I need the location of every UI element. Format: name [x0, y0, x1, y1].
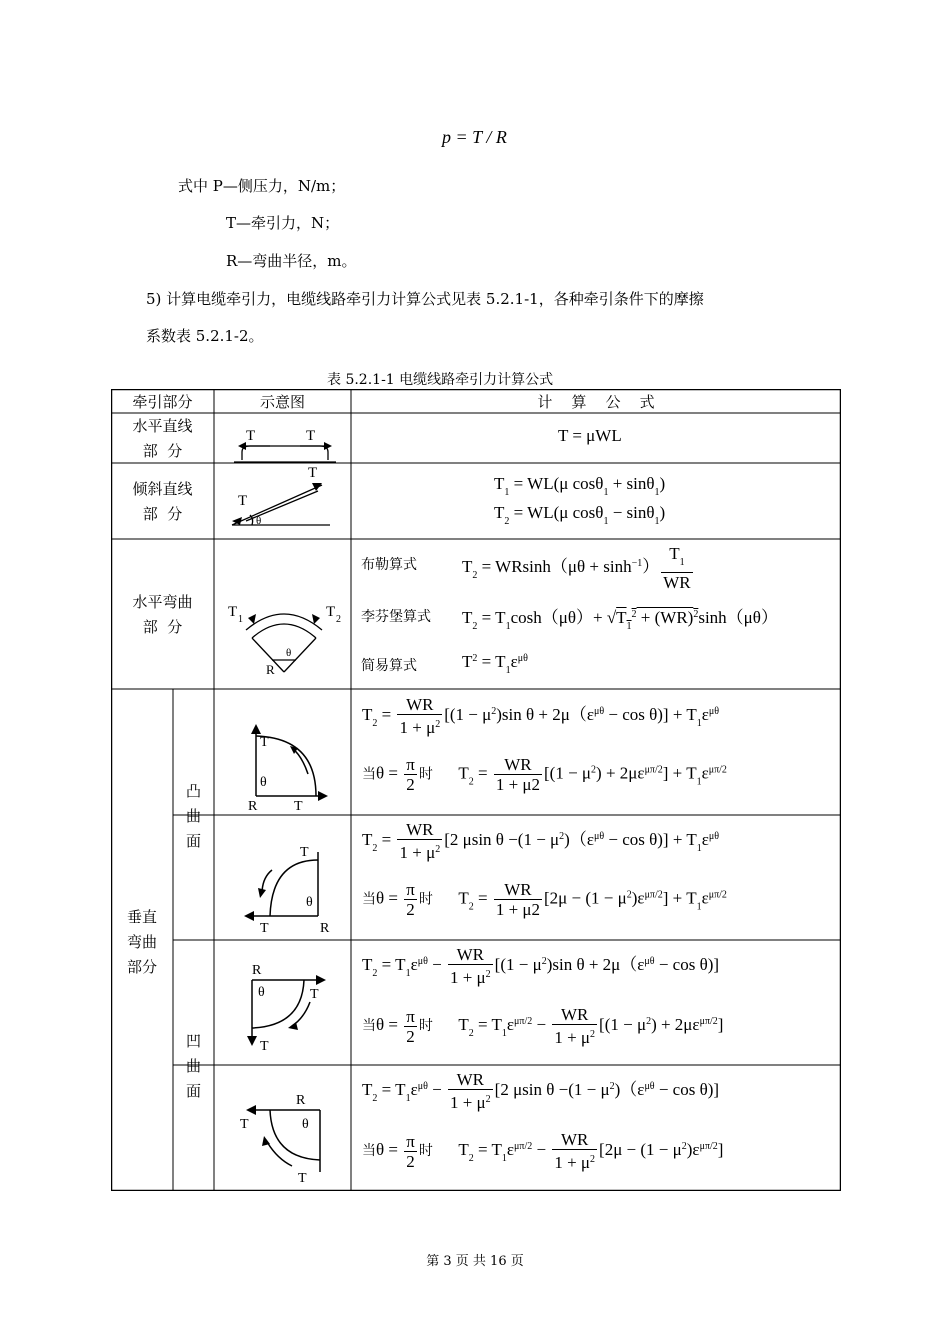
diagram-convex-1 [238, 718, 338, 818]
svg-text:θ: θ [302, 1117, 309, 1132]
svg-text:T: T [306, 428, 316, 444]
svg-text:T: T [240, 1117, 249, 1132]
svg-text:T: T [246, 428, 256, 444]
formula-convex-1-special: 当θ = $\frac{\pi}{2}$ 时 $T_2$ = $\frac{WR}{1 + \mu 2}$ $[(1 - \mu^2) + 2\mu\varepsilon^{\mu\pi/2}] + T_1\varepsilon^{\mu\pi/2}$ [362, 755, 727, 794]
svg-text:θ: θ [258, 985, 265, 1000]
svg-text:R: R [248, 799, 258, 814]
svg-text:T: T [260, 921, 269, 936]
svg-text:T: T [310, 987, 319, 1002]
svg-text:T: T [260, 1039, 269, 1054]
svg-text:T: T [298, 1171, 307, 1186]
formula-concave-1-general: $T_2 = T_1\varepsilon^{\mu\theta}$ − $\frac{WR}{1 + \mu^2}$ [$(1 - \mu^2)\sin$ $\theta + 2\mu(\varepsilon^{\mu\theta} - \cos \theta)$] [362, 945, 720, 987]
formula-convex-1-general: $T_2$ = $\frac{WR}{1 + \mu^2}$ [$(1 - \mu^2)\sin$ $\theta + 2\mu(\varepsilon^{\mu\theta} - \cos \theta)] + T_1\varepsilon^{\mu\theta}$ [362, 695, 720, 737]
svg-text:1: 1 [238, 614, 243, 625]
formula-inclined-t1: $T_1 = WL(\mu$ cosθ$_1$ + sinθ$_1$) [494, 474, 666, 498]
diagram-inclined-straight [226, 463, 338, 533]
legend-r: R—弯曲半径，m。 [226, 252, 357, 270]
formula-inclined-t2: $T_2 = WL(\mu$ cosθ$_1$ − sinθ$_1$) [494, 503, 666, 527]
row-vertical-bend-label: 垂直 弯曲 部分 [126, 908, 157, 976]
method-lifenbao: 李芬堡算式 [361, 609, 431, 625]
diagram-horizontal-straight [230, 424, 340, 464]
svg-text:T: T [300, 845, 309, 860]
diagram-concave-2 [238, 1088, 338, 1188]
formula-concave-2-general: $T_2 = T_1\varepsilon^{\mu\theta}$ − $\frac{WR}{1 + \mu^2}$ [2 μsin $\theta -(1 - \mu^2)(\varepsilon^{\mu\theta} - \cos \theta)$] [362, 1070, 720, 1112]
row-horizontal-straight-label: 水平直线 部 分 [132, 417, 193, 460]
svg-text:T: T [238, 493, 248, 509]
formula-p-equals-t-over-r: p = T / R [442, 127, 507, 147]
legend-t: T—牵引力，N； [226, 214, 340, 232]
svg-text:T: T [294, 799, 303, 814]
convex-surface-label: 凸 曲 面 [185, 782, 201, 850]
method-simple: 简易算式 [361, 658, 417, 674]
formula-lifenbao: $T_2 = T_1\cosh(\mu\theta)+ √T_1^2 + (WR)^2\sinh(\mu\theta)$ [462, 608, 778, 632]
svg-text:R: R [252, 963, 262, 978]
formula-horizontal-straight: T = μWL [558, 426, 622, 445]
paragraph-line-2: 系数表 5.2.1-2。 [146, 327, 264, 345]
formula-concave-1-special: 当θ = $\frac{\pi}{2}$ 时 $T_2 = T_1\varepsilon^{\mu\pi/2}$ − $\frac{WR}{1 + \mu^2}$ $[(1 - \mu^2) + 2\mu\varepsilon^{\mu\pi/2}]$ [362, 1005, 724, 1047]
concave-surface-label: 凹 曲 面 [185, 1032, 201, 1100]
svg-text:T: T [308, 465, 318, 481]
diagram-horizontal-bend [222, 598, 346, 680]
svg-text:R: R [296, 1093, 306, 1108]
page-footer: 第 3 页 共 16 页 [426, 1254, 524, 1269]
svg-text:T: T [326, 604, 336, 620]
formula-buller: $T_2 = WRsinh(\mu\theta + \sinh^{-1})$ $\frac{T_1}{WR}$ [462, 544, 691, 592]
svg-text:T: T [228, 604, 238, 620]
svg-text:T: T [260, 735, 269, 750]
svg-text:R: R [320, 921, 330, 936]
svg-text:θ: θ [260, 775, 267, 790]
table-caption: 表 5.2.1-1 电缆线路牵引力计算公式 [327, 372, 554, 388]
formula-convex-2-special: 当θ = $\frac{\pi}{2}$ 时 $T_2$ = $\frac{WR}{1 + \mu 2}$ $[2\mu - (1 - \mu^2)\varepsilon^{\mu\pi/2}] + T_1\varepsilon^{\mu\pi/2}$ [362, 880, 727, 919]
header-formula: 计 算 公 式 [537, 393, 655, 411]
svg-text:2: 2 [336, 614, 341, 625]
diagram-concave-1 [238, 960, 338, 1060]
method-buller: 布勒算式 [361, 557, 417, 573]
svg-text:θ: θ [306, 895, 313, 910]
formula-simple: $T^2 = T_1\varepsilon^{\mu\theta}$ [462, 652, 528, 676]
formula-concave-2-special: 当θ = $\frac{\pi}{2}$ 时 $T_2 = T_1\varepsilon^{\mu\pi/2}$ − $\frac{WR}{1 + \mu^2}$ $[2\mu - (1 - \mu^2)\varepsilon^{\mu\pi/2}]$ [362, 1130, 724, 1172]
svg-text:θ: θ [256, 515, 262, 527]
diagram-convex-2 [238, 838, 338, 938]
formula-convex-2-general: $T_2$ = $\frac{WR}{1 + \mu^2}$ [2 μsin $\theta -(1 - \mu^2)(\varepsilon^{\mu\theta} - \cos \theta)] + T_1\varepsilon^{\mu\theta}$ [362, 820, 720, 862]
svg-text:θ: θ [286, 647, 292, 659]
legend-intro: 式中 P—侧压力，N/m； [178, 177, 346, 195]
header-traction-part: 牵引部分 [132, 393, 193, 411]
row-horizontal-bend-label: 水平弯曲 部 分 [132, 593, 193, 636]
paragraph-line-1: 5) 计算电缆牵引力，电缆线路牵引力计算公式见表 5.2.1-1，各种牵引条件下的摩擦 [146, 290, 704, 308]
row-inclined-straight-label: 倾斜直线 部 分 [132, 480, 193, 523]
svg-text:R: R [266, 662, 275, 677]
header-diagram: 示意图 [259, 393, 305, 411]
